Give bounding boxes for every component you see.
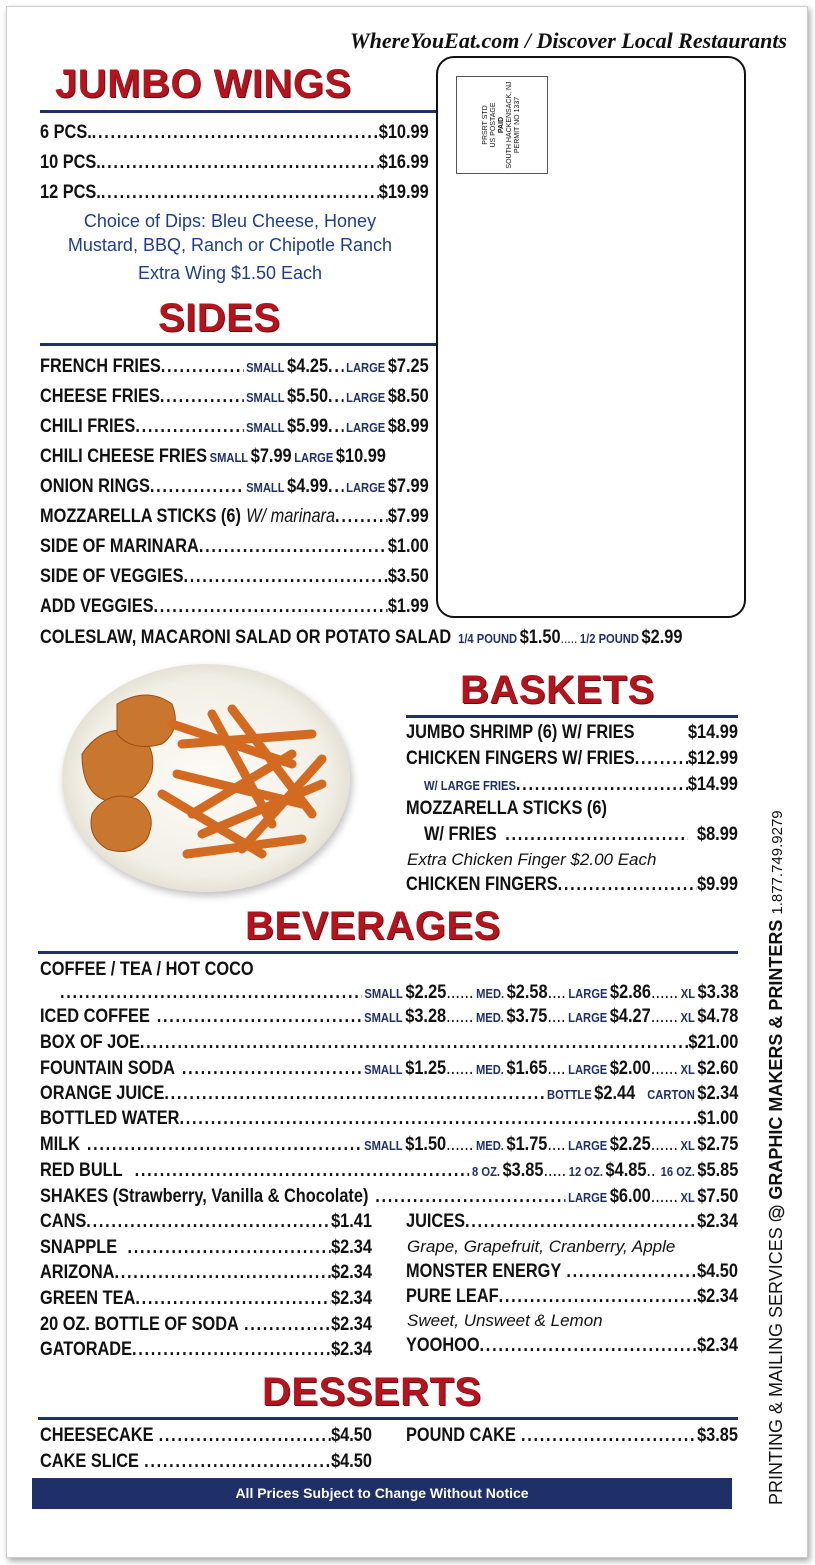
sides-item-add-veggies: ADD VEGGIES ..... $1.99 [40,596,429,618]
sides-title: SIDES [158,296,281,340]
beverages-rule [38,951,738,954]
baskets-rule [406,715,738,718]
sides-item-salads: COLESLAW, MACARONI SALAD OR POTATO SALAD 1/4 POUND $1.50 ..... 1/2 POUND $2.99 [40,627,683,648]
sides-item-marinara: SIDE OF MARINARA ..... $1.00 [40,536,429,558]
baskets-title: BASKETS [460,668,655,712]
bev-pure-leaf: PURE LEAF ..... $2.34 [406,1286,738,1308]
bev-yoohoo: YOOHOO ..... $2.34 [406,1335,738,1357]
wings-item-12: 12 PCS. ..... $19.99 [40,182,429,204]
wings-rule [40,110,438,113]
beverages-title: BEVERAGES [245,904,501,948]
bev-monster: MONSTER ENERGY ..... $4.50 [406,1261,738,1283]
dessert-cake-slice: CAKE SLICE ..... $4.50 [40,1451,372,1473]
basket-shrimp: JUMBO SHRIMP (6) W/ FRIES $14.99 [406,722,738,743]
fries-and-chicken-illustration [62,664,350,892]
bev-gatorade: GATORADE ..... $2.34 [40,1339,372,1361]
sides-item-french-fries: FRENCH FRIES ..... SMALL $4.25 ..... LARGE $7.25 [40,356,429,378]
bev-green-tea: GREEN TEA ..... $2.34 [40,1288,372,1310]
dessert-pound-cake: POUND CAKE ..... $3.85 [406,1425,738,1447]
bev-juices-flavors: Grape, Grapefruit, Cranberry, Apple [407,1237,676,1256]
bev-orange-juice: ORANGE JUICE ..... BOTTLE $2.44 CARTON $2.34 [40,1083,738,1105]
wings-extra: Extra Wing $1.50 Each [137,263,323,283]
bev-fountain-soda: FOUNTAIN SODA ..... SMALL $1.25 ...... MED. $1.65 .... LARGE $2.00 ...... XL $2.60 [40,1058,738,1080]
sides-item-veggies: SIDE OF VEGGIES ..... $3.50 [40,566,429,588]
bev-snapple: SNAPPLE ..... $2.34 [40,1237,372,1259]
watermark: WhereYouEat.com / Discover Local Restaurants [350,28,787,53]
wings-dips-line1: Choice of Dips: Bleu Cheese, Honey [83,211,377,231]
bev-milk: MILK ..... SMALL $1.50 ...... MED. $1.75 .... LARGE $2.25 ...... XL $2.75 [40,1134,738,1156]
sides-item-cheese-fries: CHEESE FRIES ..... SMALL $5.50 ..... LARGE $8.50 [40,386,429,408]
bev-bottle-soda: 20 OZ. BOTTLE OF SODA ..... $2.34 [40,1314,372,1336]
bev-shakes: SHAKES (Strawberry, Vanilla & Chocolate) ..... LARGE $6.00 ...... XL $7.50 [40,1186,738,1208]
postage-indicia: PRSRT STD US POSTAGE PAID SOUTH HACKENSACK, NJ PERMIT NO 1337 [456,76,548,174]
basket-mozz-line1: MOZZARELLA STICKS (6) [406,798,607,819]
sides-item-onion-rings: ONION RINGS ..... SMALL $4.99 ..... LARGE $7.99 [40,476,429,498]
printer-credit: PRINTING & MAILING SERVICES @ GRAPHIC MAKERS & PRINTERS 1.877.749.9279 [766,810,786,1505]
wings-title: JUMBO WINGS [55,62,352,106]
bev-coffee-prices: ..... SMALL $2.25 ...... MED. $2.58 .... LARGE $2.86 ...... XL $3.38 [60,982,739,1004]
wings-item-6: 6 PCS. ..... $10.99 [40,122,429,144]
swirl-logo-icon: @ [767,1202,786,1223]
sides-item-chili-fries: CHILI FRIES ..... SMALL $5.99 ..... LARGE $8.99 [40,416,429,438]
bev-box-of-joe: BOX OF JOE ..... $21.00 [40,1032,738,1054]
bev-pure-leaf-flavors: Sweet, Unsweet & Lemon [407,1311,603,1330]
basket-fingers-fries: CHICKEN FINGERS W/ FRIES ..... $12.99 [406,748,738,770]
bev-coffee-name: COFFEE / TEA / HOT COCO [40,959,254,980]
bev-juices: JUICES ..... $2.34 [406,1211,738,1233]
wings-item-10: 10 PCS. ..... $16.99 [40,152,429,174]
bev-cans: CANS ..... $1.41 [40,1211,372,1233]
bev-arizona: ARIZONA ..... $2.34 [40,1262,372,1284]
bev-iced-coffee: ICED COFFEE ..... SMALL $3.28 ...... MED. $3.75 .... LARGE $4.27 ...... XL $4.78 [40,1006,738,1028]
bev-bottled-water: BOTTLED WATER ..... $1.00 [40,1108,738,1130]
wings-dips-line2: Mustard, BBQ, Ranch or Chipotle Ranch [67,235,393,255]
price-disclaimer: All Prices Subject to Change Without Notice [32,1478,732,1509]
sides-rule [40,343,438,346]
basket-large-fries: W/ LARGE FRIES ..... $14.99 [424,774,738,796]
sides-item-mozzarella: MOZZARELLA STICKS (6) W/ marinara ..... $7.99 [40,506,429,528]
desserts-title: DESSERTS [262,1370,482,1414]
bev-red-bull: RED BULL ..... 8 OZ. $3.85 ..... 12 OZ. $4.85 .. 16 OZ. $5.85 [40,1160,738,1182]
dessert-cheesecake: CHEESECAKE ..... $4.50 [40,1425,372,1447]
basket-fingers: CHICKEN FINGERS ..... $9.99 [406,874,738,896]
sides-item-chili-cheese-fries: CHILI CHEESE FRIES SMALL $7.99 LARGE $10.99 [40,446,386,467]
desserts-rule [38,1417,738,1420]
basket-extra-finger: Extra Chicken Finger $2.00 Each [407,850,657,869]
basket-mozz-line2: W/ FRIES ..... $8.99 [424,824,738,846]
food-photo [62,664,350,892]
